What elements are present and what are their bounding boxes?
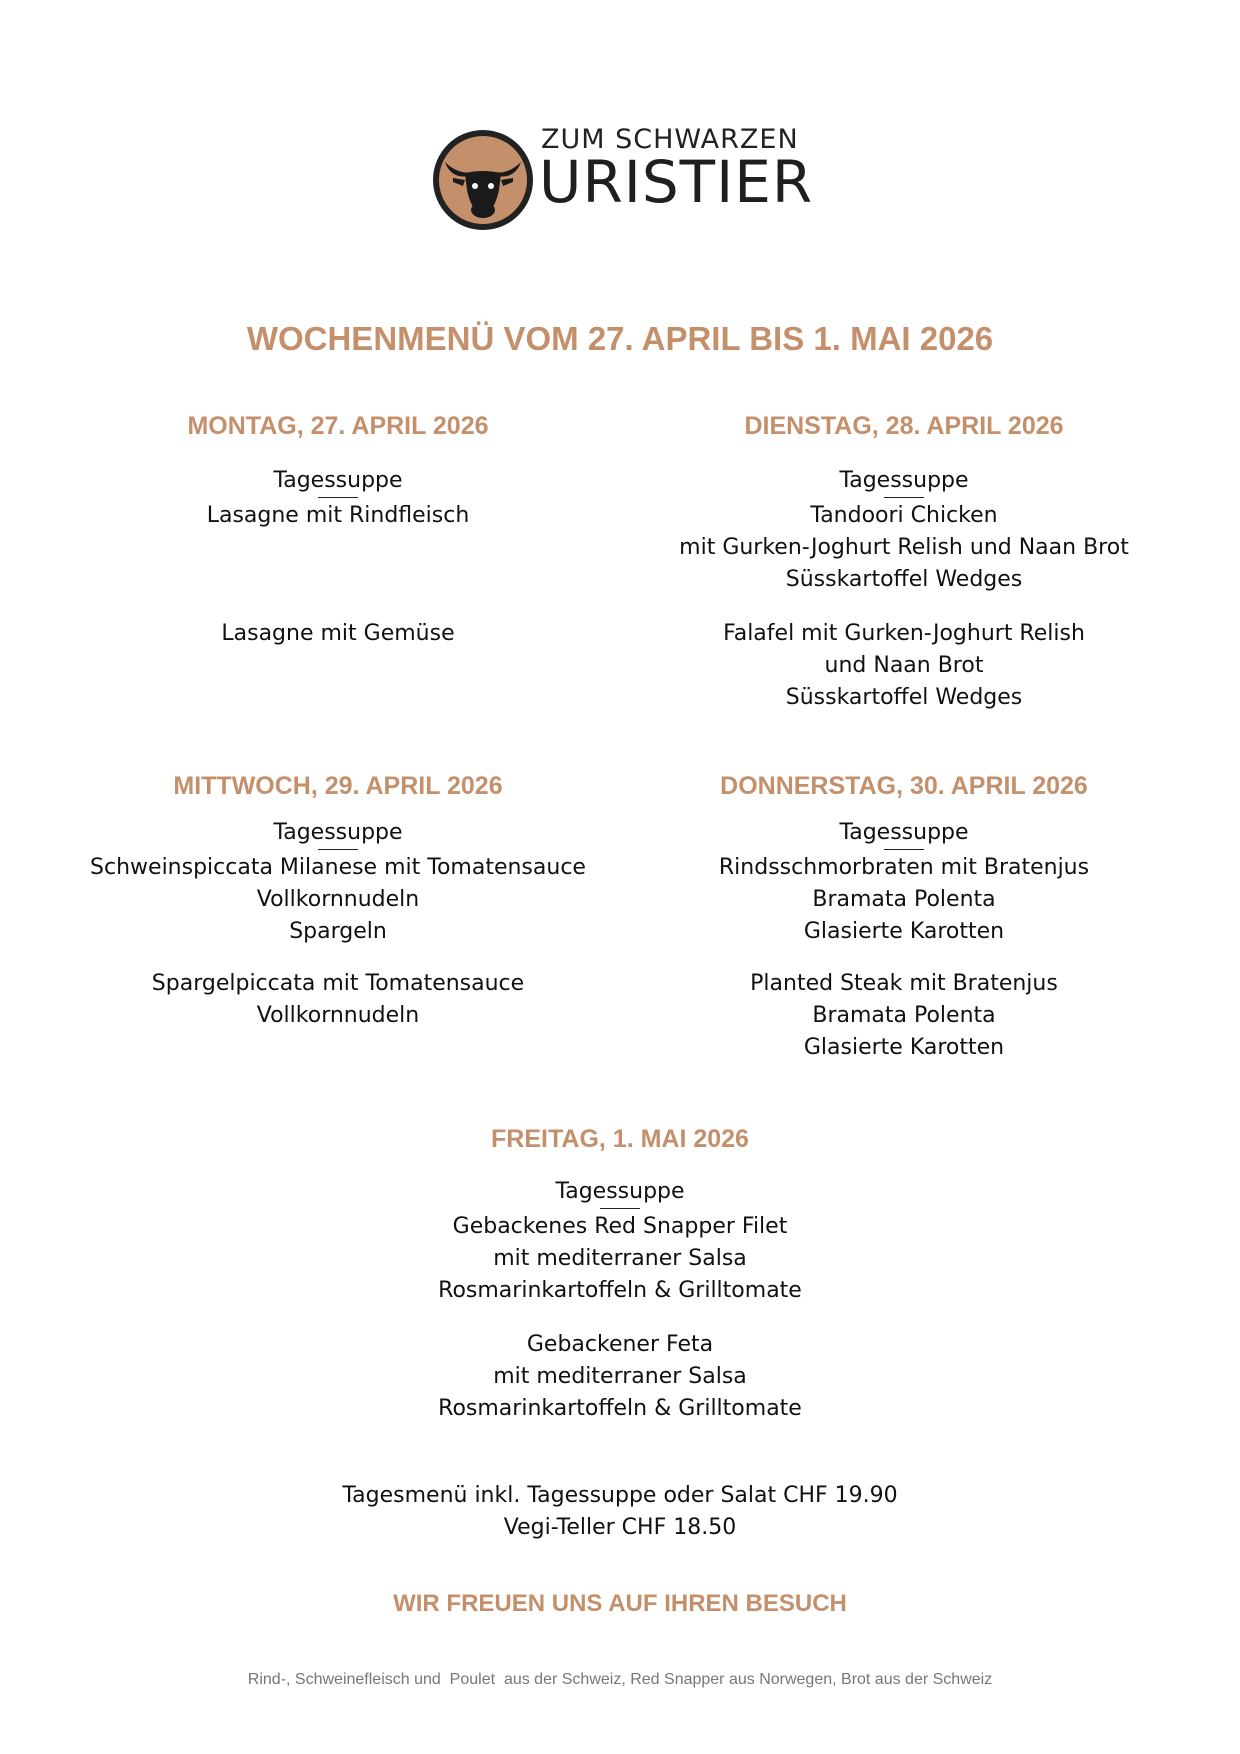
day-wednesday <box>58 772 618 1032</box>
menu-line: Gebackenes Red Snapper Filet <box>452 1214 788 1239</box>
day-title: MONTAG, 27. APRIL 2026 <box>187 412 489 440</box>
brand-logo <box>431 124 821 239</box>
divider <box>884 497 924 498</box>
menu-line: Tandoori Chicken <box>810 503 998 528</box>
menu-line: mit mediterraner Salsa <box>493 1246 747 1271</box>
menu-line: Falafel mit Gurken-Joghurt Relish <box>723 621 1085 646</box>
menu-line: Rosmarinkartoffeln & Grilltomate <box>438 1396 802 1421</box>
vegetarian-option <box>340 1329 900 1425</box>
divider <box>600 1208 640 1209</box>
menu-line: Rosmarinkartoffeln & Grilltomate <box>438 1278 802 1303</box>
day-monday <box>58 412 618 650</box>
menu-line: Planted Steak mit Bratenjus <box>750 971 1058 996</box>
menu-line: Lasagne mit Rindfleisch <box>206 503 470 528</box>
menu-line: Vollkornnudeln <box>256 887 420 912</box>
menu-line: und Naan Brot <box>824 653 984 678</box>
menu-line: Glasierte Karotten <box>803 919 1005 944</box>
menu-line: mit mediterraner Salsa <box>493 1364 747 1389</box>
brand-name-small: ZUM SCHWARZEN <box>541 124 799 155</box>
day-tuesday <box>624 412 1184 714</box>
menu-line: Bramata Polenta <box>812 887 996 912</box>
day-title: DONNERSTAG, 30. APRIL 2026 <box>720 772 1088 800</box>
vegetarian-option <box>624 968 1184 1064</box>
menu-line: Bramata Polenta <box>812 1003 996 1028</box>
divider <box>884 849 924 850</box>
bull-head-icon <box>431 128 535 232</box>
soup-item: Tagessuppe <box>839 820 969 845</box>
day-thursday <box>624 772 1184 1064</box>
origin-footnote: Rind-, Schweinefleisch und Poulet aus der Schweiz, Red Snapper aus Norwegen, Brot aus der Schweiz <box>247 1671 993 1688</box>
brand-name: URISTIER <box>539 148 814 216</box>
soup-item: Tagessuppe <box>839 468 969 493</box>
menu-line: Schweinspiccata Milanese mit Tomatensauce <box>90 855 586 880</box>
price-info <box>0 1480 1240 1544</box>
veggie-plate-price: Vegi-Teller CHF 18.50 <box>503 1515 737 1540</box>
day-title: FREITAG, 1. MAI 2026 <box>491 1125 749 1153</box>
menu-line: Rindsschmorbraten mit Bratenjus <box>718 855 1090 880</box>
menu-line: Spargeln <box>289 919 387 944</box>
day-title: MITTWOCH, 29. APRIL 2026 <box>173 772 503 800</box>
day-title: DIENSTAG, 28. APRIL 2026 <box>744 412 1064 440</box>
vegetarian-option <box>624 618 1184 714</box>
soup-item: Tagessuppe <box>555 1179 685 1204</box>
page-title: WOCHENMENÜ VOM 27. APRIL BIS 1. MAI 2026 <box>246 320 994 357</box>
day-friday <box>340 1125 900 1425</box>
soup-item: Tagessuppe <box>273 820 403 845</box>
menu-line: mit Gurken-Joghurt Relish und Naan Brot <box>679 535 1129 560</box>
daily-menu-price: Tagesmenü inkl. Tagessuppe oder Salat CHF 19.90 <box>342 1483 898 1508</box>
menu-line: Süsskartoffel Wedges <box>785 567 1023 592</box>
menu-line: Gebackener Feta <box>526 1332 714 1357</box>
vegetarian-option <box>58 618 618 650</box>
menu-line: Glasierte Karotten <box>803 1035 1005 1060</box>
divider <box>318 497 358 498</box>
divider <box>318 849 358 850</box>
vegetarian-option <box>58 968 618 1032</box>
closing-message: WIR FREUEN UNS AUF IHREN BESUCH <box>393 1590 847 1617</box>
menu-line: Lasagne mit Gemüse <box>221 621 455 646</box>
menu-line: Süsskartoffel Wedges <box>785 685 1023 710</box>
soup-item: Tagessuppe <box>273 468 403 493</box>
menu-line: Spargelpiccata mit Tomatensauce <box>151 971 525 996</box>
menu-line: Vollkornnudeln <box>256 1003 420 1028</box>
